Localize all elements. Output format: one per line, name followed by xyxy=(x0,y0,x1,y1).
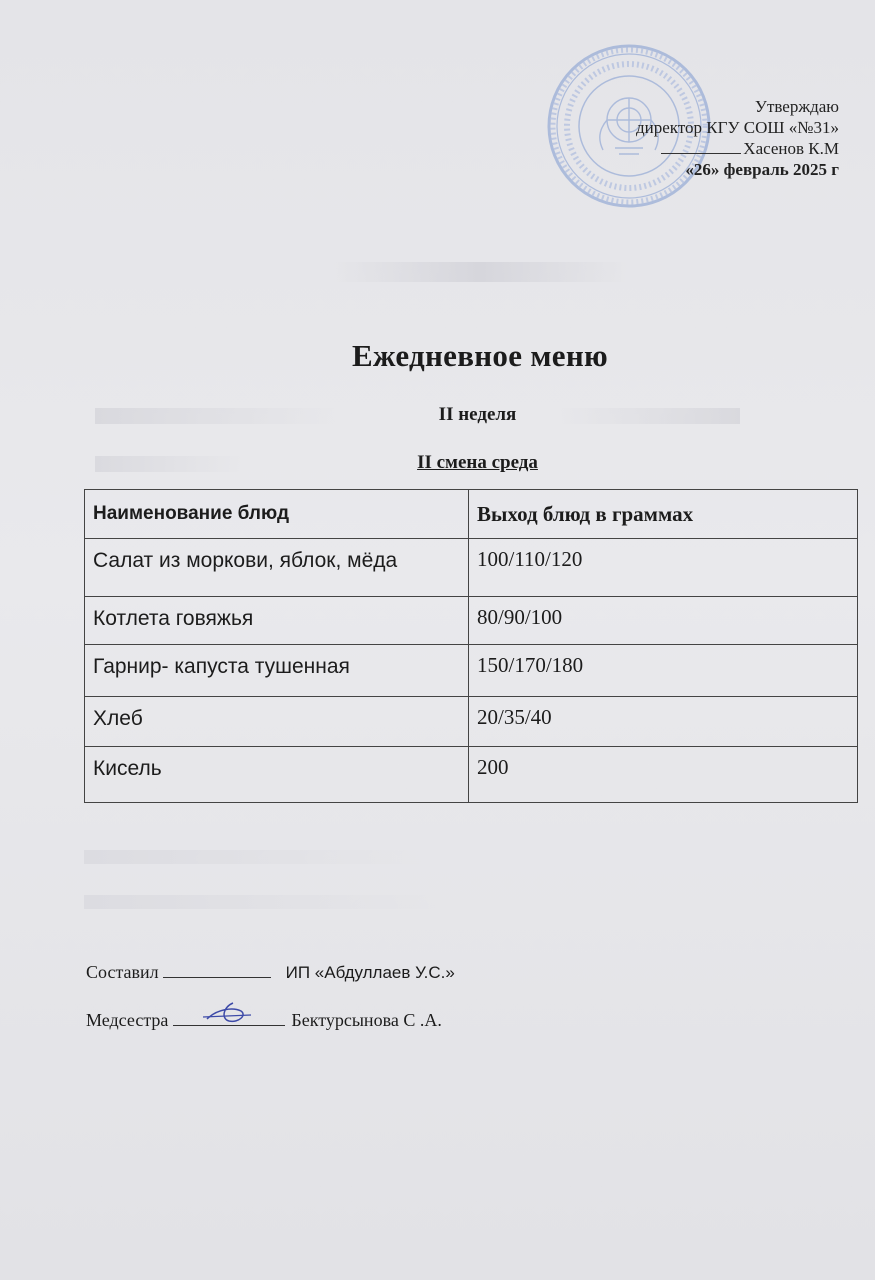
weight-cell: 200 xyxy=(469,747,858,803)
signature-line xyxy=(163,963,271,978)
nurse-line xyxy=(86,1010,442,1031)
document-title: Ежедневное меню xyxy=(352,338,608,373)
dish-cell: Хлеб xyxy=(85,697,469,747)
dish-cell: Салат из моркови, яблок, мёда xyxy=(85,539,469,597)
composed-label: Составил xyxy=(86,962,159,982)
dish-cell: Котлета говяжья xyxy=(85,597,469,645)
composed-by-line xyxy=(86,962,455,983)
table-row xyxy=(85,539,858,597)
header-dish: Наименование блюд xyxy=(85,490,469,539)
weight-cell: 80/90/100 xyxy=(469,597,858,645)
composed-name: ИП «Абдуллаев У.С.» xyxy=(285,963,455,982)
nurse-label: Медсестра xyxy=(86,1010,169,1030)
approval-title: Утверждаю xyxy=(754,97,839,116)
dish-cell: Гарнир- капуста тушенная xyxy=(85,645,469,697)
shift-label: II смена среда xyxy=(417,452,538,473)
approval-signatory xyxy=(636,138,839,159)
signature-line xyxy=(661,139,741,154)
table-row xyxy=(85,697,858,747)
bleed-through-text xyxy=(84,895,444,909)
approval-date: «26» февраль 2025 г xyxy=(685,160,839,179)
table-header-row xyxy=(85,490,858,539)
approval-block xyxy=(636,96,839,180)
weight-cell: 100/110/120 xyxy=(469,539,858,597)
approval-name: Хасенов К.М xyxy=(743,139,839,158)
menu-table xyxy=(84,489,858,803)
signature-line xyxy=(173,1011,285,1026)
table-row xyxy=(85,597,858,645)
bleed-through-text xyxy=(330,262,630,282)
week-label: II неделя xyxy=(438,404,517,425)
dish-cell: Кисель xyxy=(85,747,469,803)
weight-cell: 20/35/40 xyxy=(469,697,858,747)
table-row xyxy=(85,747,858,803)
table-row xyxy=(85,645,858,697)
nurse-name: Бектурсынова С .А. xyxy=(291,1010,442,1030)
handwritten-signature-icon xyxy=(203,1001,253,1027)
bleed-through-text xyxy=(84,850,424,864)
approval-position: директор КГУ СОШ «№31» xyxy=(636,118,839,137)
weight-cell: 150/170/180 xyxy=(469,645,858,697)
header-weight: Выход блюд в граммах xyxy=(469,490,858,539)
